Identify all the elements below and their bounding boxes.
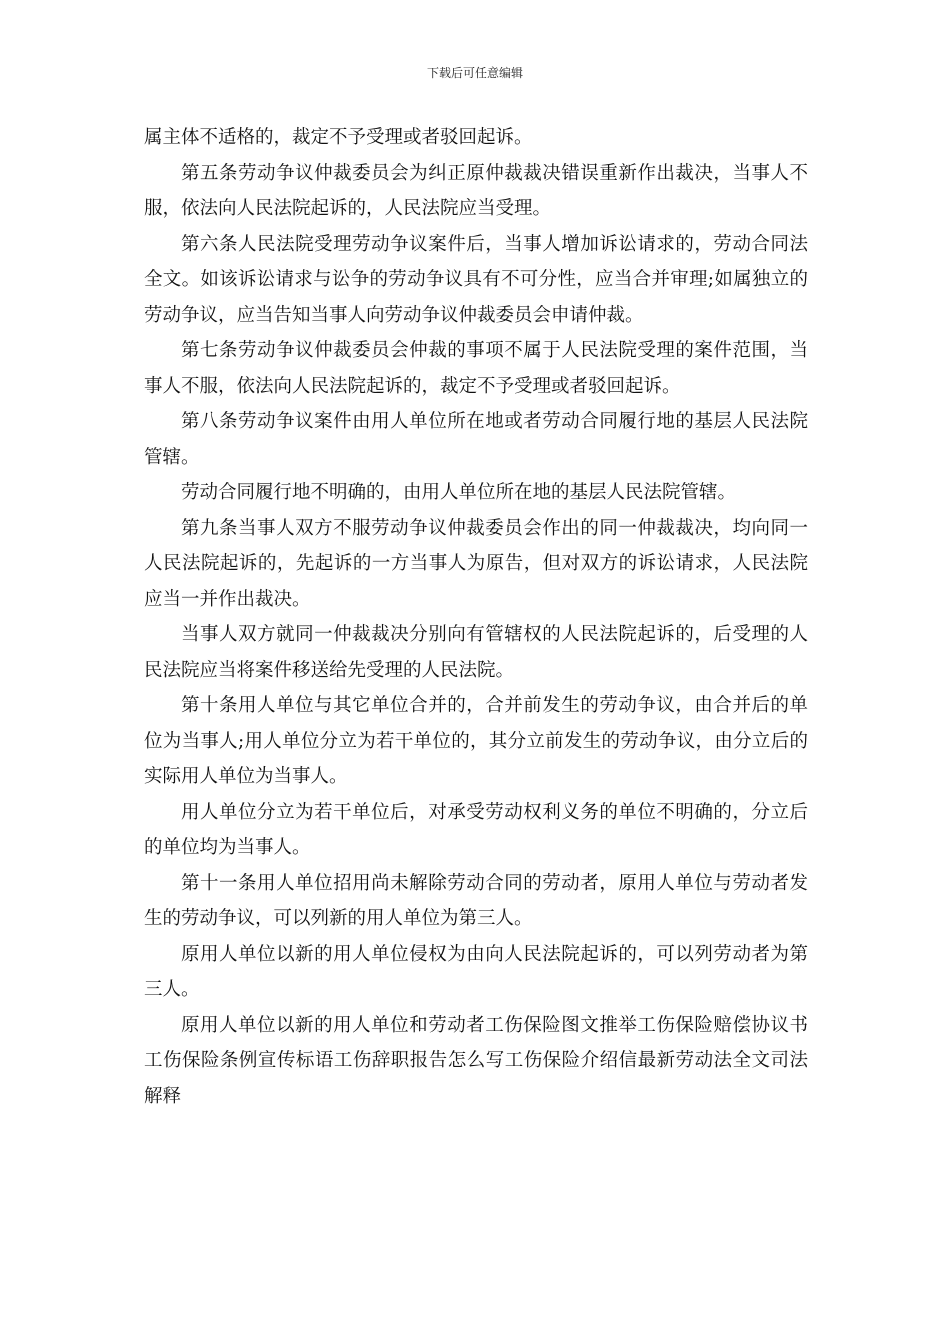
paragraph-7: 第九条当事人双方不服劳动争议仲裁委员会作出的同一仲裁裁决，均向同一人民法院起诉的，先起诉的一方当事人为原告，但对双方的诉讼请求，人民法院应当一并作出裁决。 xyxy=(144,517,808,610)
paragraph-3: 第六条人民法院受理劳动争议案件后，当事人增加诉讼请求的，劳动合同法全文。如该诉讼请求与讼争的劳动争议具有不可分性，应当合并审理;如属独立的劳动争议，应当告知当事人向劳动争议仲裁委员会申请仲裁。 xyxy=(144,233,808,326)
page-header-note: 下载后可任意编辑 xyxy=(426,66,523,80)
document-body xyxy=(144,120,808,1114)
paragraph-5: 第八条劳动争议案件由用人单位所在地或者劳动合同履行地的基层人民法院管辖。 xyxy=(144,411,808,468)
paragraph-13: 原用人单位以新的用人单位和劳动者工伤保险图文推举工伤保险赔偿协议书工伤保险条例宣传标语工伤辞职报告怎么写工伤保险介绍信最新劳动法全文司法解释 xyxy=(144,1014,808,1107)
paragraph-11: 第十一条用人单位招用尚未解除劳动合同的劳动者，原用人单位与劳动者发生的劳动争议，可以列新的用人单位为第三人。 xyxy=(144,872,808,929)
paragraph-6: 劳动合同履行地不明确的，由用人单位所在地的基层人民法院管辖。 xyxy=(181,482,737,503)
paragraph-1: 属主体不适格的，裁定不予受理或者驳回起诉。 xyxy=(144,127,533,148)
paragraph-8: 当事人双方就同一仲裁裁决分别向有管辖权的人民法院起诉的，后受理的人民法院应当将案件移送给先受理的人民法院。 xyxy=(144,624,808,681)
paragraph-12: 原用人单位以新的用人单位侵权为由向人民法院起诉的，可以列劳动者为第三人。 xyxy=(144,943,808,1000)
paragraph-4: 第七条劳动争议仲裁委员会仲裁的事项不属于人民法院受理的案件范围，当事人不服，依法向人民法院起诉的，裁定不予受理或者驳回起诉。 xyxy=(144,340,808,397)
paragraph-10: 用人单位分立为若干单位后，对承受劳动权利义务的单位不明确的，分立后的单位均为当事人。 xyxy=(144,801,808,858)
paragraph-2: 第五条劳动争议仲裁委员会为纠正原仲裁裁决错误重新作出裁决，当事人不服，依法向人民法院起诉的，人民法院应当受理。 xyxy=(144,162,808,219)
paragraph-9: 第十条用人单位与其它单位合并的，合并前发生的劳动争议，由合并后的单位为当事人;用人单位分立为若干单位的，其分立前发生的劳动争议，由分立后的实际用人单位为当事人。 xyxy=(144,695,808,787)
